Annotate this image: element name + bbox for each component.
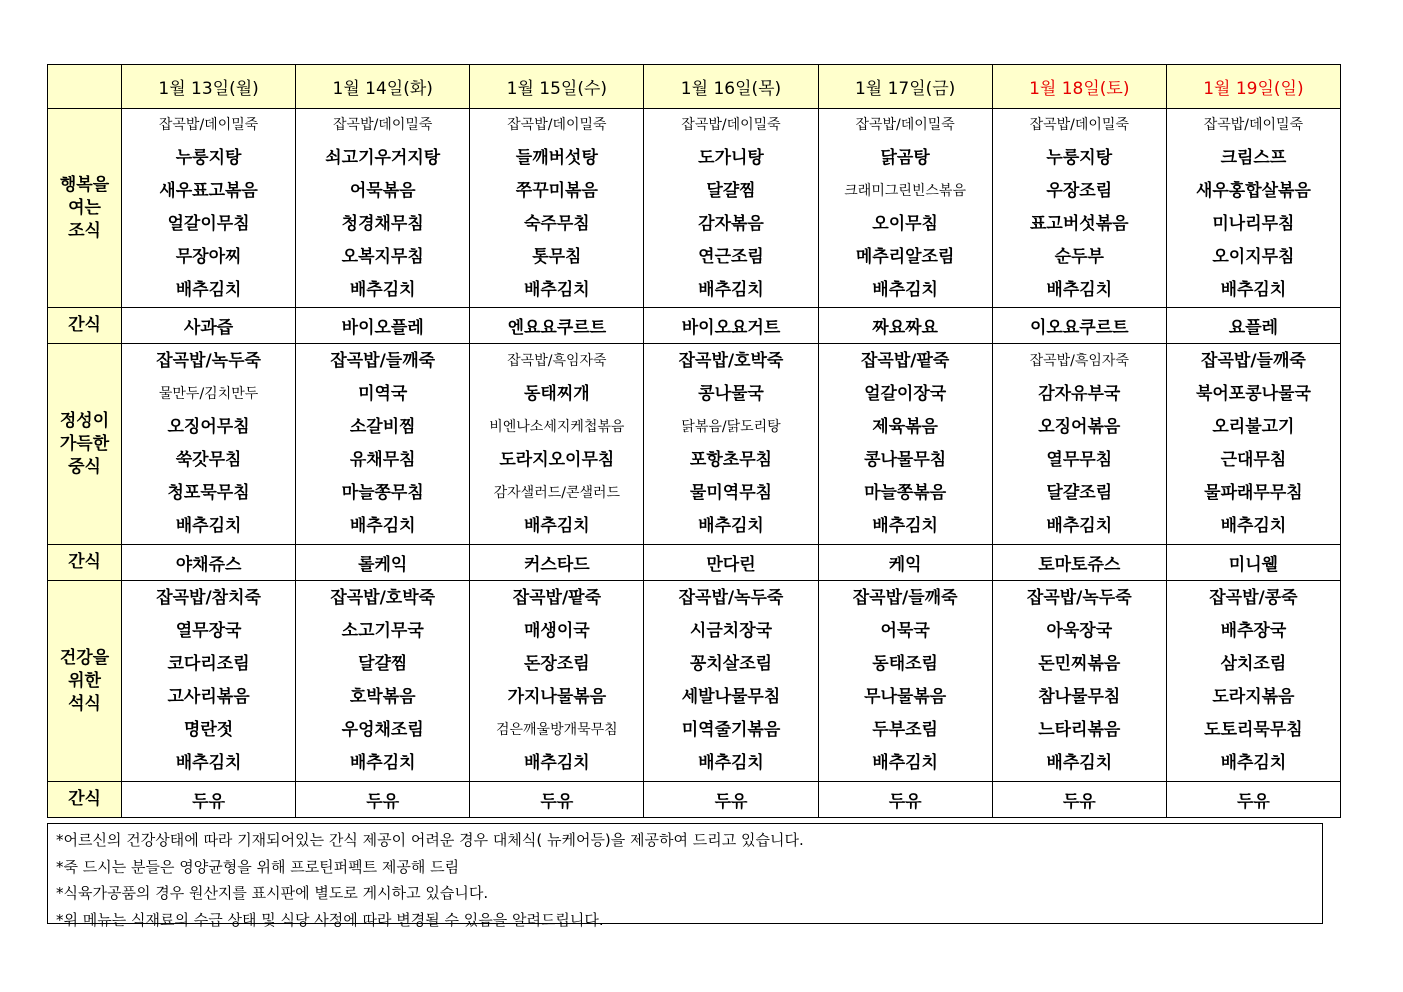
menu-item: 콩나물국 (698, 384, 764, 404)
menu-item: 배추김치 (349, 753, 416, 773)
menu-item: 두부조림 (872, 720, 938, 740)
snack-label: 간식 (48, 782, 122, 818)
corner-cell (48, 65, 122, 109)
menu-item: 오징어볶음 (1038, 417, 1121, 437)
snack-cell: 커스타드 (470, 545, 644, 581)
date-header: 1월 16일(목) (644, 65, 818, 109)
snack-cell: 바이오요거트 (644, 308, 818, 344)
menu-item: 고사리볶음 (167, 687, 250, 707)
menu-item: 동태찌개 (524, 384, 590, 404)
menu-item: 삼치조림 (1220, 654, 1287, 674)
menu-item: 매생이국 (524, 621, 590, 641)
date-header: 1월 15일(수) (470, 65, 644, 109)
menu-item: 쑥갓무침 (175, 450, 242, 470)
menu-item: 돈장조림 (524, 654, 590, 674)
menu-item: 배추장국 (1220, 621, 1287, 641)
snack-cell: 사과즙 (122, 308, 296, 344)
snack-cell: 짜요짜요 (818, 308, 992, 344)
menu-item: 배추김치 (698, 516, 764, 536)
menu-item: 잡곡밥/흑임자죽 (507, 353, 607, 369)
meal-label: 정성이 가득한 중식 (48, 344, 122, 545)
date-header: 1월 17일(금) (818, 65, 992, 109)
menu-item: 무나물볶음 (864, 687, 947, 707)
snack-cell: 요플레 (1166, 308, 1340, 344)
menu-item: 달걀조림 (1046, 483, 1113, 503)
snack-cell: 토마토쥬스 (992, 545, 1166, 581)
snack-cell: 두유 (122, 782, 296, 818)
meal-label: 행복을 여는 조식 (48, 109, 122, 308)
meal-row-dinner (48, 581, 1341, 782)
menu-item: 청포묵무침 (167, 483, 250, 503)
menu-item: 잡곡밥/흑임자죽 (1029, 353, 1129, 369)
menu-item: 들깨버섯탕 (515, 148, 598, 168)
menu-item: 미역줄기볶음 (681, 720, 781, 740)
menu-item: 잡곡밥/참치죽 (156, 588, 261, 608)
menu-cell (644, 109, 818, 308)
snack-cell: 두유 (644, 782, 818, 818)
menu-item: 꽁치살조림 (689, 654, 773, 674)
snack-cell: 두유 (992, 782, 1166, 818)
menu-item: 배추김치 (524, 516, 590, 536)
menu-cell (992, 109, 1166, 308)
menu-item: 얼갈이무침 (167, 214, 250, 234)
menu-item: 잡곡밥/들깨죽 (1201, 351, 1306, 371)
menu-cell (818, 344, 992, 545)
menu-cell (644, 344, 818, 545)
menu-item: 잡곡밥/팥죽 (860, 351, 950, 371)
menu-item: 감자샐러드/콘샐러드 (493, 485, 621, 501)
menu-item: 달걀찜 (358, 654, 408, 674)
menu-item: 배추김치 (1220, 516, 1287, 536)
menu-cell (296, 344, 470, 545)
menu-item: 배추김치 (1220, 753, 1287, 773)
menu-item: 물파래무무침 (1204, 483, 1303, 503)
menu-item: 오리불고기 (1212, 417, 1295, 437)
note-line: *죽 드시는 분들은 영양균형을 위해 프로틴퍼펙트 제공해 드림 (56, 857, 460, 876)
meal-row-breakfast (48, 109, 1341, 308)
menu-item: 미역국 (358, 384, 408, 404)
menu-item: 북어포콩나물국 (1195, 384, 1311, 404)
menu-item: 잡곡밥/호박죽 (330, 588, 436, 608)
menu-item: 무장아찌 (175, 247, 242, 267)
menu-cell (122, 109, 296, 308)
meal-label: 건강을 위한 석식 (48, 581, 122, 782)
menu-item: 표고버섯볶음 (1030, 214, 1129, 234)
menu-item: 소갈비찜 (349, 417, 416, 437)
menu-item: 오징어무침 (167, 417, 250, 437)
menu-item: 새우표고볶음 (159, 181, 258, 201)
menu-item: 호박볶음 (349, 687, 416, 707)
menu-item: 콩나물무침 (864, 450, 947, 470)
menu-item: 얼갈이장국 (864, 384, 947, 404)
menu-item: 마늘쫑볶음 (864, 483, 947, 503)
menu-item: 물미역무침 (689, 483, 773, 503)
menu-item: 달걀찜 (706, 181, 756, 201)
snack-label: 간식 (48, 308, 122, 344)
menu-item: 배추김치 (1046, 516, 1113, 536)
menu-item: 새우홍합살볶음 (1195, 181, 1311, 201)
menu-item: 쭈꾸미볶음 (515, 181, 598, 201)
menu-item: 어묵국 (880, 621, 930, 641)
menu-item: 잡곡밥/데이밀죽 (681, 117, 781, 133)
menu-item: 참나물무침 (1038, 687, 1121, 707)
meal-row-lunch (48, 344, 1341, 545)
menu-cell (818, 581, 992, 782)
menu-cell (992, 344, 1166, 545)
menu-item: 잡곡밥/데이밀죽 (333, 117, 433, 133)
menu-item: 크림스프 (1220, 148, 1287, 168)
menu-cell (296, 581, 470, 782)
note-line: *어르신의 건강상태에 따라 기재되어있는 간식 제공이 어려운 경우 대체식( 뉴케어등)을 제공하여 드리고 있습니다. (56, 831, 804, 849)
menu-item: 크래미그린빈스볶음 (844, 183, 966, 199)
menu-item: 닭볶음/닭도리탕 (681, 419, 781, 435)
menu-item: 잡곡밥/녹두죽 (678, 588, 784, 608)
menu-item: 잡곡밥/콩죽 (1209, 588, 1298, 608)
menu-item: 배추김치 (175, 516, 242, 536)
snack-cell: 만다린 (644, 545, 818, 581)
menu-item: 잡곡밥/들깨죽 (852, 588, 958, 608)
menu-item: 누룽지탕 (1046, 148, 1113, 168)
menu-item: 소고기무국 (341, 621, 424, 641)
menu-item: 열무장국 (175, 621, 242, 641)
menu-item: 감자유부국 (1038, 384, 1121, 404)
menu-cell (470, 344, 644, 545)
menu-item: 배추김치 (175, 753, 242, 773)
menu-item: 우장조림 (1046, 181, 1113, 201)
menu-item: 어묵볶음 (349, 181, 416, 201)
menu-item: 배추김치 (524, 753, 590, 773)
menu-item: 잡곡밥/데이밀죽 (158, 117, 259, 133)
snack-row (48, 308, 1341, 344)
menu-item: 돈민찌볶음 (1038, 654, 1121, 674)
date-header-weekend: 1월 18일(토) (992, 65, 1166, 109)
menu-item: 느타리볶음 (1038, 720, 1121, 740)
snack-cell: 두유 (296, 782, 470, 818)
menu-item: 닭곰탕 (880, 148, 930, 168)
snack-label: 간식 (48, 545, 122, 581)
menu-item: 배추김치 (1046, 753, 1113, 773)
menu-cell (122, 344, 296, 545)
menu-item: 잡곡밥/데이밀죽 (1029, 117, 1129, 133)
date-header-row (48, 65, 1341, 109)
menu-item: 오이무침 (872, 214, 938, 234)
menu-cell (1166, 109, 1340, 308)
menu-item: 명란젓 (183, 720, 234, 740)
date-header-weekend: 1월 19일(일) (1166, 65, 1340, 109)
menu-item: 열무무침 (1046, 450, 1113, 470)
menu-item: 동태조림 (872, 654, 938, 674)
menu-item: 미나리무침 (1212, 214, 1295, 234)
menu-cell (296, 109, 470, 308)
menu-item: 메추리알조림 (855, 247, 955, 267)
menu-item: 도라지오이무침 (499, 450, 615, 470)
menu-item: 시금치장국 (689, 621, 773, 641)
menu-item: 숙주무침 (524, 214, 590, 234)
menu-item: 배추김치 (698, 753, 764, 773)
menu-item: 도가니탕 (698, 148, 764, 168)
menu-item: 우엉채조림 (341, 720, 424, 740)
menu-item: 오이지무침 (1212, 247, 1295, 267)
menu-item: 잡곡밥/데이밀죽 (855, 117, 955, 133)
menu-item: 잡곡밥/데이밀죽 (1203, 117, 1304, 133)
snack-cell: 바이오플레 (296, 308, 470, 344)
snack-cell: 롤케익 (296, 545, 470, 581)
menu-item: 가지나물볶음 (507, 687, 607, 707)
menu-cell (818, 109, 992, 308)
menu-item: 잡곡밥/들깨죽 (330, 351, 436, 371)
menu-item: 순두부 (1054, 247, 1104, 267)
notes-box (47, 823, 1323, 929)
menu-item: 배추김치 (524, 280, 590, 300)
menu-item: 배추김치 (349, 280, 416, 300)
snack-row (48, 782, 1341, 818)
menu-item: 잡곡밥/녹두죽 (1026, 588, 1132, 608)
snack-cell: 야채쥬스 (122, 545, 296, 581)
snack-row (48, 545, 1341, 581)
menu-item: 쇠고기우거지탕 (325, 148, 441, 168)
menu-item: 배추김치 (349, 516, 416, 536)
menu-cell (644, 581, 818, 782)
date-header: 1월 13일(월) (122, 65, 296, 109)
date-header: 1월 14일(화) (296, 65, 470, 109)
menu-item: 누룽지탕 (175, 148, 242, 168)
menu-item: 배추김치 (872, 516, 938, 536)
weekly-menu-table (47, 64, 1341, 818)
menu-item: 잡곡밥/팥죽 (512, 588, 602, 608)
menu-item: 제육볶음 (872, 417, 938, 437)
menu-item: 배추김치 (175, 280, 242, 300)
menu-cell (992, 581, 1166, 782)
menu-item: 세발나물무침 (681, 687, 781, 707)
menu-item: 배추김치 (872, 753, 938, 773)
snack-cell: 미니웰 (1166, 545, 1340, 581)
menu-item: 감자볶음 (698, 214, 764, 234)
menu-item: 포항초무침 (689, 450, 773, 470)
menu-item: 코다리조림 (167, 654, 250, 674)
menu-item: 배추김치 (698, 280, 764, 300)
menu-item: 마늘쫑무침 (341, 483, 424, 503)
snack-cell: 엔요요쿠르트 (470, 308, 644, 344)
menu-item: 배추김치 (872, 280, 938, 300)
menu-item: 아욱장국 (1046, 621, 1113, 641)
menu-item: 잡곡밥/녹두죽 (156, 351, 261, 371)
menu-cell (1166, 344, 1340, 545)
menu-item: 근대무침 (1220, 450, 1287, 470)
snack-cell: 두유 (470, 782, 644, 818)
menu-item: 도토리묵무침 (1204, 720, 1303, 740)
menu-item: 연근조림 (698, 247, 764, 267)
menu-cell (470, 581, 644, 782)
menu-item: 배추김치 (1046, 280, 1113, 300)
menu-cell (1166, 581, 1340, 782)
menu-item: 톳무침 (532, 247, 582, 267)
menu-item: 잡곡밥/호박죽 (678, 351, 784, 371)
menu-item: 배추김치 (1220, 280, 1287, 300)
menu-cell (470, 109, 644, 308)
menu-item: 검은깨울방개묵무침 (495, 722, 618, 738)
menu-item: 유채무침 (349, 450, 416, 470)
snack-cell: 이오요쿠르트 (992, 308, 1166, 344)
menu-cell (122, 581, 296, 782)
snack-cell: 두유 (1166, 782, 1340, 818)
menu-item: 잡곡밥/데이밀죽 (507, 117, 607, 133)
menu-item: 청경채무침 (341, 214, 424, 234)
snack-cell: 케익 (818, 545, 992, 581)
menu-item: 오복지무침 (341, 247, 424, 267)
note-line: *위 메뉴는 식재료의 수급 상태 및 식당 사정에 따라 변경될 수 있음을 알려드립니다. (56, 910, 604, 929)
snack-cell: 두유 (818, 782, 992, 818)
menu-item: 도라지볶음 (1212, 687, 1295, 707)
menu-item: 물만두/김치만두 (158, 386, 259, 402)
note-line: *식육가공품의 경우 원산지를 표시판에 별도로 게시하고 있습니다. (56, 884, 489, 902)
menu-item: 비엔나소세지케첩볶음 (489, 419, 625, 435)
